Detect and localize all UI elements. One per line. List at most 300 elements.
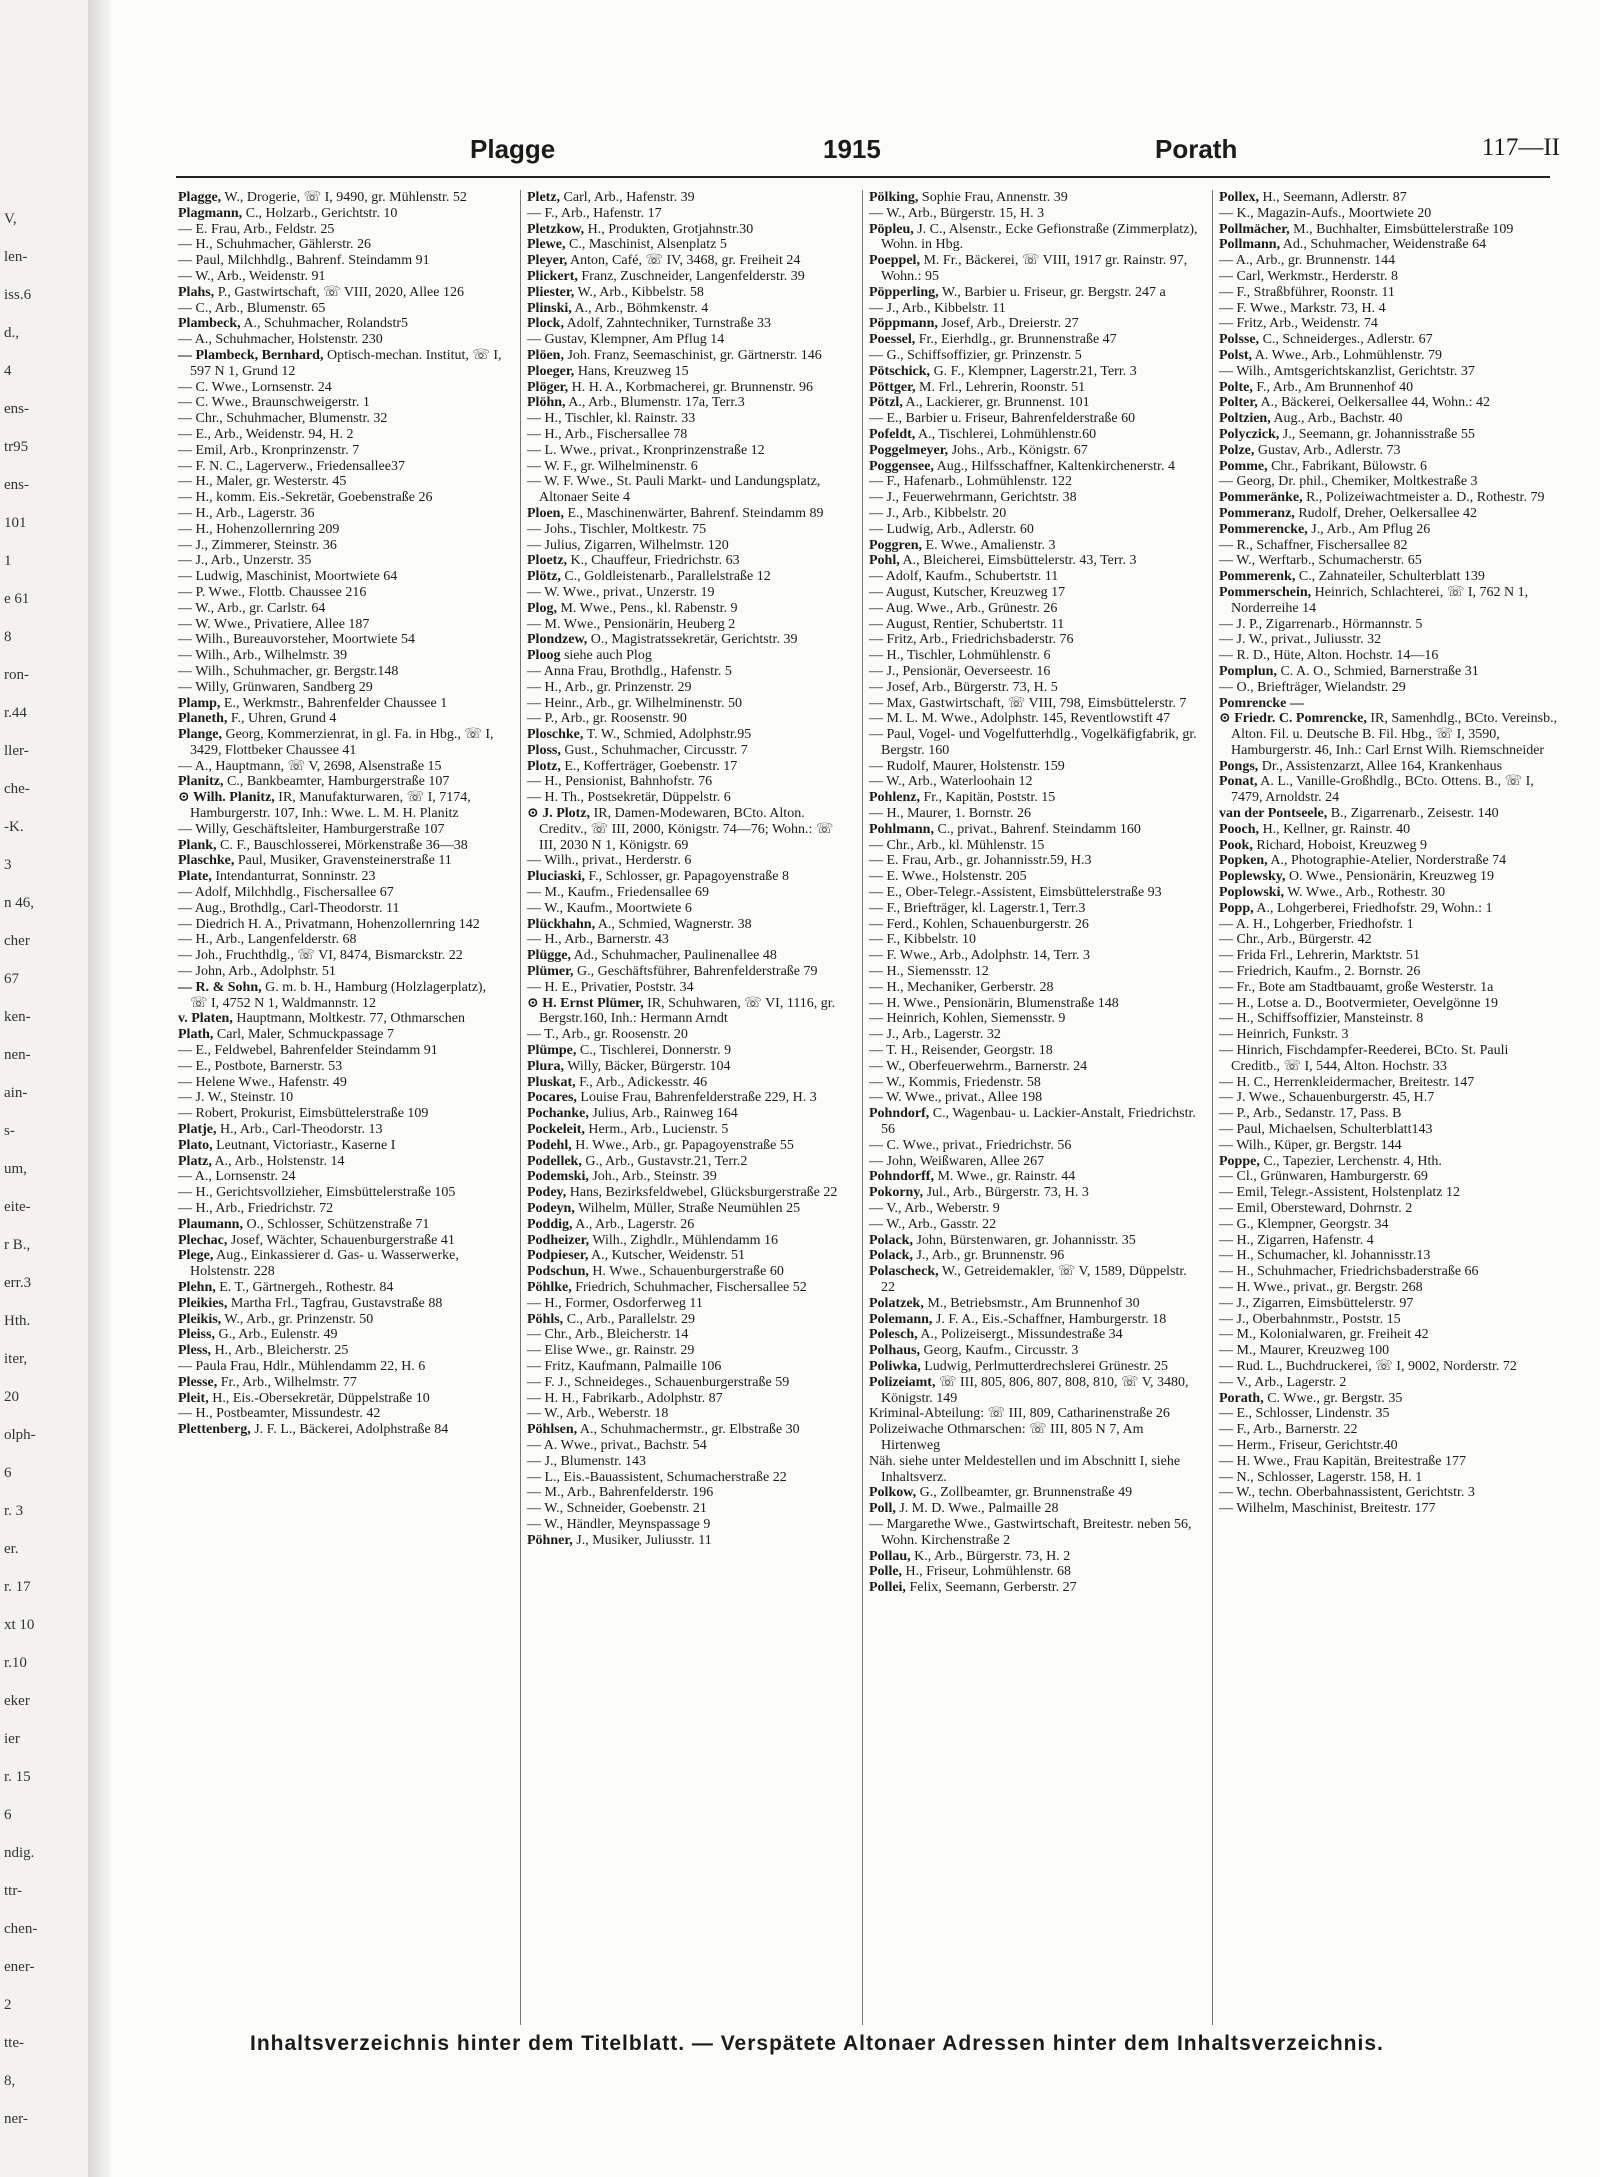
entry-details: Jul., Arb., Bürgerstr. 73, H. 3	[923, 1185, 1089, 1201]
directory-entry	[527, 1154, 848, 1170]
entry-details: — J. P., Zigarrenarb., Hörmannstr. 5	[1219, 616, 1423, 632]
entry-details: F., Arb., Adickesstr. 46	[575, 1074, 708, 1090]
edge-fragment: ain-	[4, 1085, 28, 1101]
entry-details: J., Arb., Am Pflug 26	[1307, 521, 1431, 537]
entry-details: — Cl., Grünwaren, Hamburgerstr. 69	[1219, 1169, 1428, 1185]
entry-details: — W., Händler, Meynspassage 9	[527, 1516, 711, 1532]
entry-details: A., Lackierer, gr. Brunnenst. 101	[902, 395, 1090, 411]
entry-details: J., Musiker, Juliusstr. 11	[572, 1532, 712, 1548]
entry-details: H., Kellner, gr. Rainstr. 40	[1259, 821, 1411, 837]
header-last-name: Porath	[1155, 134, 1238, 164]
entry-surname: Podey,	[527, 1185, 567, 1201]
directory-entry	[1219, 1343, 1560, 1359]
edge-fragment: Hth.	[4, 1313, 31, 1329]
entry-details: — G., Klempner, Georgstr. 34	[1219, 1216, 1389, 1232]
entry-details: John, Bürstenwaren, gr. Johannisstr. 35	[912, 1232, 1136, 1248]
directory-entry	[527, 411, 848, 427]
entry-details: — C. Wwe., Braunschweigerstr. 1	[178, 395, 370, 411]
entry-details: Adolf, Zahntechniker, Turnstraße 33	[563, 316, 772, 332]
entry-surname: — Plambeck, Bernhard,	[178, 347, 324, 363]
directory-entry	[1219, 1043, 1560, 1075]
entry-details: H. Wwe., Arb., gr. Papagoyenstraße 55	[571, 1137, 794, 1153]
entry-surname: Pöhlke,	[527, 1279, 572, 1295]
directory-entry	[869, 932, 1198, 948]
entry-details: W., Drogerie, ☏ I, 9490, gr. Mühlenstr. 52	[221, 190, 467, 205]
directory-entry	[527, 206, 848, 222]
edge-fragment: -K.	[4, 819, 24, 835]
entry-details: — Emil, Telegr.-Assistent, Holstenplatz 12	[1219, 1185, 1461, 1201]
entry-details: — J., Zigarren, Eimsbüttelerstr. 97	[1219, 1295, 1414, 1311]
entry-details: — M., Kolonialwaren, gr. Freiheit 42	[1219, 1327, 1429, 1343]
entry-details: C., Zahnateiler, Schulterblatt 139	[1295, 569, 1485, 585]
entry-surname: Plettenberg,	[178, 1422, 251, 1438]
entry-surname: Polack,	[869, 1232, 913, 1248]
entry-details: — August, Kutscher, Kreuzweg 17	[869, 584, 1066, 600]
directory-entry	[527, 885, 848, 901]
entry-details: W., Arb., gr. Prinzenstr. 50	[221, 1311, 374, 1327]
edge-fragment: r.10	[4, 1655, 27, 1671]
entry-surname: Plange,	[178, 727, 222, 743]
entry-details: — E., Ober-Telegr.-Assistent, Eimsbüttelerstraße 93	[869, 885, 1162, 901]
directory-entry	[869, 1264, 1198, 1296]
entry-details: — John, Arb., Adolphstr. 51	[178, 964, 336, 980]
entry-details: R., Polizeiwachtmeister a. D., Rothestr. 79	[1302, 490, 1545, 506]
directory-entry	[1219, 1106, 1560, 1122]
directory-entry	[178, 1169, 506, 1185]
directory-entry	[527, 869, 848, 885]
directory-entry	[178, 490, 506, 506]
entry-details: A., Schmied, Wagnerstr. 38	[595, 916, 752, 932]
entry-surname: Pohlmann,	[869, 821, 934, 837]
entry-surname: Podeyn,	[527, 1201, 575, 1216]
entry-details: — Chr., Arb., kl. Mühlenstr. 15	[869, 837, 1045, 853]
directory-entry	[869, 996, 1198, 1012]
directory-entry	[178, 932, 506, 948]
entry-surname: Pochanke,	[527, 1106, 589, 1122]
directory-entry	[869, 1011, 1198, 1027]
edge-fragment: ndig.	[4, 1845, 35, 1861]
entry-surname: Pommerenk,	[1219, 569, 1296, 585]
entry-details: — H., Former, Osdorferweg 11	[527, 1295, 703, 1311]
entry-details: Ludwig, Perlmutterdrechslerei Grünestr. 25	[920, 1358, 1169, 1374]
entry-details: G., Arb., Eulenstr. 49	[214, 1327, 338, 1343]
directory-entry	[527, 380, 848, 396]
entry-details: Carl, Maler, Schmuckpassage 7	[213, 1027, 395, 1043]
entry-surname: Pokorny,	[869, 1185, 924, 1201]
entry-details: — W., Kaufm., Moortwiete 6	[527, 900, 692, 916]
directory-entry	[1219, 711, 1560, 758]
entry-details: — W. Wwe., Privatiere, Allee 187	[178, 616, 370, 632]
edge-fragment: eker	[4, 1693, 30, 1709]
entry-details: M., Betriebsmstr., Am Brunnenhof 30	[923, 1295, 1140, 1311]
directory-entry	[869, 411, 1198, 427]
directory-entry	[869, 459, 1198, 475]
directory-entry	[1219, 301, 1560, 317]
entry-details: J. F. L., Bäckerei, Adolphstraße 84	[250, 1422, 449, 1438]
entry-details: C. A. O., Schmied, Barnerstraße 31	[1276, 663, 1479, 679]
entry-details: — H., Arb., Fischersallee 78	[527, 426, 688, 442]
entry-surname: Podschun,	[527, 1264, 589, 1280]
directory-entry	[527, 1454, 848, 1470]
directory-entry	[527, 1296, 848, 1312]
directory-entry	[869, 474, 1198, 490]
entry-details: — Diedrich H. A., Privatmann, Hohenzollernring 142	[178, 916, 480, 932]
directory-entry	[1219, 1312, 1560, 1328]
entry-details: IR, Samenhdlg., BCto. Vereinsb., Alton. Fil. u. Deutsche B. Fil. Hbg., ☏ I, 3590, Hamburgerstr. 46, Inh.: Carl Ernst Wilh. Riemschneider	[1231, 711, 1558, 758]
entry-surname: Plechac,	[178, 1232, 228, 1248]
directory-entry	[527, 1201, 848, 1217]
directory-entry	[869, 1201, 1198, 1217]
entry-details: — G., Schiffsoffizier, gr. Prinzenstr. 5	[869, 347, 1082, 363]
directory-entry	[527, 443, 848, 459]
directory-entry	[1219, 1122, 1560, 1138]
directory-entry	[869, 1090, 1198, 1106]
edge-fragment: olph-	[4, 1427, 36, 1443]
directory-entry	[1219, 427, 1560, 443]
entry-details: — H. Wwe., privat., gr. Bergstr. 268	[1219, 1279, 1423, 1295]
entry-details: G. F., Klempner, Lagerstr.21, Terr. 3	[930, 363, 1137, 379]
column-2	[520, 190, 856, 2025]
directory-entry	[1219, 506, 1560, 522]
entry-details: — Wilh., Bureauvorsteher, Moortwiete 54	[178, 632, 415, 648]
directory-entry	[178, 601, 506, 617]
directory-entry	[178, 222, 506, 238]
directory-entry	[178, 853, 506, 869]
entry-surname: Pöppmann,	[869, 316, 938, 332]
directory-entry	[527, 1138, 848, 1154]
directory-entry	[527, 917, 848, 933]
directory-entry	[527, 348, 848, 364]
edge-fragment: 101	[4, 515, 27, 531]
directory-entry	[178, 285, 506, 301]
directory-entry	[1219, 1406, 1560, 1422]
entry-surname: Podehl,	[527, 1137, 572, 1153]
directory-entry	[178, 269, 506, 285]
edge-fragment: tr95	[4, 439, 29, 455]
entry-details: — Wilh., Schuhmacher, gr. Bergstr.148	[178, 663, 399, 679]
directory-entry	[869, 506, 1198, 522]
directory-entry	[527, 332, 848, 348]
directory-entry	[527, 1533, 848, 1549]
entry-details: — H., Arb., gr. Prinzenstr. 29	[527, 679, 692, 695]
directory-entry	[527, 569, 848, 585]
entry-details: Martha Frl., Tagfrau, Gustavstraße 88	[227, 1295, 443, 1311]
directory-entry	[1219, 680, 1560, 696]
directory-entry	[178, 1406, 506, 1422]
directory-entry	[869, 1248, 1198, 1264]
directory-entry	[178, 1185, 506, 1201]
directory-entry	[869, 285, 1198, 301]
directory-entry	[178, 411, 506, 427]
edge-fragment: tte-	[4, 2035, 24, 2051]
entry-details: A., Arb., Blumenstr. 17a, Terr.3	[565, 395, 745, 411]
entry-details: — Aug. Wwe., Arb., Grünestr. 26	[869, 600, 1058, 616]
entry-surname: Poll,	[869, 1501, 896, 1517]
previous-page-edge	[0, 0, 91, 2177]
directory-entry	[527, 222, 848, 238]
directory-entry	[527, 1169, 848, 1185]
entry-surname: Pollmächer,	[1219, 221, 1290, 237]
entry-details: C., Tapezier, Lerchenstr. 4, Hth.	[1259, 1153, 1442, 1169]
entry-details: — K., Magazin-Aufs., Moortwiete 20	[1219, 205, 1432, 221]
entry-surname: Pomme,	[1219, 458, 1268, 474]
edge-fragment: r. 15	[4, 1769, 31, 1785]
entry-surname: Plank,	[178, 837, 217, 853]
entry-details: — H. Wwe., Pensionärin, Blumenstraße 148	[869, 995, 1119, 1011]
directory-entry	[1219, 1264, 1560, 1280]
entry-details: — H., Schuhmacher, Friedrichsbaderstraße 66	[1219, 1264, 1479, 1280]
directory-entry	[1219, 1217, 1560, 1233]
directory-entry	[527, 664, 848, 680]
directory-entry	[1219, 948, 1560, 964]
entry-surname: ⊙ J. Plotz,	[527, 806, 591, 822]
entry-details: — Willy, Geschäftsleiter, Hamburgerstraße 107	[178, 821, 445, 837]
entry-surname: Polesch,	[869, 1327, 918, 1343]
entry-details: Joh. Franz, Seemaschinist, gr. Gärtnerstr. 146	[563, 347, 822, 363]
directory-entry	[869, 1075, 1198, 1091]
entry-surname: Pliester,	[527, 284, 575, 300]
directory-entry	[178, 1312, 506, 1328]
directory-entry	[869, 443, 1198, 459]
directory-entry	[869, 1059, 1198, 1075]
entry-surname: Pöhls,	[527, 1311, 564, 1327]
entry-details: — Carl, Werkmstr., Herderstr. 8	[1219, 268, 1399, 284]
entry-details: — Ferd., Kohlen, Schauenburgerstr. 26	[869, 916, 1089, 932]
entry-details: A., Arb., Böhmkenstr. 4	[571, 300, 709, 316]
entry-details: — H., Lotse a. D., Bootvermieter, Oevelgönne 19	[1219, 995, 1498, 1011]
footer-note: Inhaltsverzeichnis hinter dem Titelblatt. — Verspätete Altonaer Adressen hinter dem Inhaltsverzeichnis.	[250, 2032, 1384, 2055]
edge-fragment: che-	[4, 781, 30, 797]
directory-entry	[869, 885, 1198, 901]
directory-entry	[527, 1264, 848, 1280]
entry-details: — Hinrich, Fischdampfer-Reederei, BCto. St. Pauli Creditb., ☏ I, 544, Alton. Hochstr. 33	[1219, 1043, 1509, 1074]
directory-entry	[1219, 1027, 1560, 1043]
directory-entry	[527, 1280, 848, 1296]
directory-entry	[527, 727, 848, 743]
entry-surname: Plege,	[178, 1248, 214, 1264]
entry-details: — Heinr., Arb., gr. Wilhelminenstr. 50	[527, 695, 742, 711]
entry-details: — Aug., Brothdlg., Carl-Theodorstr. 11	[178, 900, 400, 916]
directory-entry	[178, 1122, 506, 1138]
column-1	[178, 190, 514, 2025]
entry-details: — Margarethe Wwe., Gastwirtschaft, Breitestr. neben 56, Wohn. Kirchenstraße 2	[869, 1516, 1192, 1548]
entry-details: Ad., Schuhmacher, Paulinenallee 48	[570, 948, 777, 964]
directory-entry	[869, 727, 1198, 759]
entry-details: — R., Schaffner, Fischersallee 82	[1219, 537, 1408, 553]
entry-details: A., Bleicherei, Eimsbüttelerstr. 43, Terr. 3	[899, 553, 1137, 569]
entry-details: Willy, Bäcker, Bürgerstr. 104	[563, 1058, 731, 1074]
directory-entry	[178, 948, 506, 964]
entry-details: C., Wagenbau- u. Lackier-Anstalt, Friedrichstr. 56	[881, 1106, 1196, 1138]
directory-entry	[178, 1343, 506, 1359]
edge-fragment: 67	[4, 971, 19, 987]
entry-details: — H., Tischler, kl. Rainstr. 33	[527, 411, 696, 427]
edge-fragment: ener-	[4, 1959, 35, 1975]
entry-surname: Platje,	[178, 1122, 217, 1138]
directory-entry	[527, 1185, 848, 1201]
directory-entry	[527, 1248, 848, 1264]
directory-entry	[178, 506, 506, 522]
directory-entry	[527, 1391, 848, 1407]
edge-fragment: 20	[4, 1389, 19, 1405]
entry-details: Chr., Fabrikant, Bülowstr. 6	[1267, 458, 1428, 474]
entry-surname: Popp,	[1219, 900, 1254, 916]
edge-fragment: ken-	[4, 1009, 31, 1025]
directory-entry	[527, 285, 848, 301]
directory-entry	[1219, 285, 1560, 301]
entry-details: Intendanturrat, Sonninstr. 23	[211, 869, 376, 885]
directory-entry	[527, 1501, 848, 1517]
entry-details: M. Wwe., Pens., kl. Rabenstr. 9	[556, 600, 738, 616]
directory-entry	[1219, 806, 1560, 822]
directory-entry	[178, 459, 506, 475]
entry-details: — Chr., Schuhmacher, Blumenstr. 32	[178, 411, 388, 427]
entry-details: C., Maschinist, Alsenplatz 5	[565, 237, 727, 253]
directory-entry	[869, 1296, 1198, 1312]
directory-entry	[869, 1327, 1198, 1343]
page-header	[160, 134, 1560, 168]
column-4	[1212, 190, 1568, 2025]
edge-fragment: len-	[4, 249, 28, 265]
edge-fragment: chen-	[4, 1921, 38, 1937]
directory-entry	[178, 1106, 506, 1122]
entry-details: — E., Barbier u. Friseur, Bahrenfelderstraße 60	[869, 411, 1136, 427]
directory-entry	[178, 1011, 506, 1027]
entry-details: H., Produkten, Grotjahnstr.30	[584, 221, 754, 237]
entry-details: Polizeiwache Othmarschen: ☏ III, 805 N 7, Am Hirtenweg	[869, 1422, 1144, 1453]
entry-details: — Chr., Arb., Bleicherstr. 14	[527, 1327, 689, 1343]
entry-details: — T. H., Reisender, Georgstr. 18	[869, 1043, 1053, 1059]
directory-entry	[1219, 901, 1560, 917]
directory-entry	[178, 617, 506, 633]
directory-entry	[869, 980, 1198, 996]
entry-surname: v. Platen,	[178, 1011, 233, 1027]
directory-entry	[178, 1201, 506, 1217]
entry-details: — Johs., Tischler, Moltkestr. 75	[527, 521, 707, 537]
directory-entry	[869, 395, 1198, 411]
entry-details: H., Arb., Bleicherstr. 25	[211, 1343, 349, 1359]
directory-entry	[869, 1501, 1198, 1517]
entry-details: C., Tischlerei, Donnerstr. 9	[576, 1043, 732, 1059]
entry-details: E. T., Gärtnergeh., Rothestr. 84	[215, 1279, 394, 1295]
directory-entry	[178, 664, 506, 680]
directory-entry	[527, 1517, 848, 1533]
entry-details: E., Kofferträger, Goebenstr. 17	[560, 758, 738, 774]
directory-entry	[527, 190, 848, 206]
directory-entry	[869, 1233, 1198, 1249]
directory-entry	[178, 917, 506, 933]
entry-details: — H., Schiffsoffizier, Mansteinstr. 8	[1219, 1011, 1424, 1027]
directory-entry	[869, 585, 1198, 601]
entry-surname: Pooch,	[1219, 821, 1260, 837]
entry-details: — August, Rentier, Schubertstr. 11	[869, 616, 1065, 632]
directory-entry	[1219, 1201, 1560, 1217]
directory-entry	[1219, 1296, 1560, 1312]
entry-surname: ⊙ Wilh. Planitz,	[178, 790, 275, 806]
directory-entry	[869, 617, 1198, 633]
directory-entry	[527, 538, 848, 554]
directory-entry	[527, 790, 848, 806]
entry-details: A., Tischlerei, Lohmühlenstr.60	[915, 426, 1097, 442]
directory-entry	[869, 222, 1198, 254]
entry-details: — J., Arb., Kibbelstr. 20	[869, 505, 1007, 521]
entry-details: — Joh., Fruchthdlg., ☏ VI, 8474, Bismarckstr. 22	[178, 948, 463, 964]
directory-entry	[527, 522, 848, 538]
entry-details: H., Eis.-Obersekretär, Düppelstraße 10	[208, 1390, 430, 1406]
edge-fragment: r. 3	[4, 1503, 24, 1519]
directory-entry	[178, 253, 506, 269]
entry-details: F., Uhren, Grund 4	[227, 711, 337, 727]
entry-details: — Wilh., Arb., Wilhelmstr. 39	[178, 648, 348, 664]
entry-surname: Planeth,	[178, 711, 228, 727]
entry-surname: Plaumann,	[178, 1216, 243, 1232]
directory-entry	[869, 806, 1198, 822]
entry-details: — F. J., Schneideges., Schauenburgerstraße 59	[527, 1374, 790, 1390]
directory-entry	[178, 727, 506, 759]
directory-entry	[527, 696, 848, 712]
entry-details: — Paul, Milchhdlg., Bahrenf. Steindamm 91	[178, 253, 430, 269]
directory-entry	[178, 1248, 506, 1280]
entry-surname: Ploog	[527, 648, 561, 664]
entry-details: J., Arb., gr. Brunnenstr. 96	[912, 1248, 1065, 1264]
directory-entry	[869, 869, 1198, 885]
entry-surname: Plambeck,	[178, 316, 241, 332]
entry-details: — A. Wwe., privat., Bachstr. 54	[527, 1437, 707, 1453]
directory-entry	[869, 1406, 1198, 1422]
entry-details: — F., Straßbführer, Roonstr. 11	[1219, 284, 1395, 300]
directory-entry	[869, 316, 1198, 332]
directory-entry	[178, 680, 506, 696]
entry-details: C., Schneiderges., Adlerstr. 67	[1259, 332, 1433, 348]
directory-columns	[178, 190, 1568, 2025]
directory-entry	[178, 237, 506, 253]
entry-details: — A., Schuhmacher, Holstenstr. 230	[178, 332, 383, 348]
entry-surname: — R. & Sohn,	[178, 979, 262, 995]
entry-details: Felix, Seemann, Gerberstr. 27	[905, 1580, 1077, 1596]
entry-details: — F. Wwe., Arb., Adolphstr. 14, Terr. 3	[869, 948, 1090, 964]
entry-surname: Plinski,	[527, 300, 572, 316]
directory-entry	[527, 1343, 848, 1359]
entry-details: H. H. A., Korbmacherei, gr. Brunnenstr. 96	[568, 379, 814, 395]
directory-entry	[1219, 1075, 1560, 1091]
directory-entry	[1219, 759, 1560, 775]
entry-details: — E., Arb., Weidenstr. 94, H. 2	[178, 426, 354, 442]
entry-surname: van der Pontseele,	[1219, 806, 1328, 822]
entry-details: — H., Arb., Barnerstr. 43	[527, 932, 669, 948]
entry-details: Kriminal-Abteilung: ☏ III, 809, Catharinenstraße 26	[869, 1406, 1170, 1422]
directory-entry	[178, 869, 506, 885]
directory-entry	[178, 759, 506, 775]
edge-fragment: 1	[4, 553, 12, 569]
directory-entry	[527, 1470, 848, 1486]
entry-surname: Plötz,	[527, 569, 561, 585]
directory-entry	[869, 301, 1198, 317]
entry-surname: Podemski,	[527, 1169, 589, 1185]
entry-details: Josef, Arb., Dreierstr. 27	[937, 316, 1079, 332]
directory-entry	[527, 585, 848, 601]
entry-surname: Ploeger,	[527, 363, 575, 379]
entry-surname: Plahs,	[178, 284, 215, 300]
directory-entry	[1219, 1090, 1560, 1106]
entry-surname: Pommerschein,	[1219, 584, 1312, 600]
entry-details: Heinrich, Schlachterei, ☏ I, 762 N 1, Norderreihe 14	[1231, 584, 1529, 616]
entry-details: C., privat., Bahrenf. Steindamm 160	[933, 821, 1141, 837]
directory-entry	[869, 380, 1198, 396]
directory-entry	[178, 206, 506, 222]
entry-details: A. Wwe., Arb., Lohmühlenstr. 79	[1252, 347, 1442, 363]
entry-details: Gust., Schuhmacher, Circusstr. 7	[560, 742, 748, 758]
entry-details: — Max, Gastwirtschaft, ☏ VIII, 798, Eimsbüttelerstr. 7	[869, 695, 1187, 711]
